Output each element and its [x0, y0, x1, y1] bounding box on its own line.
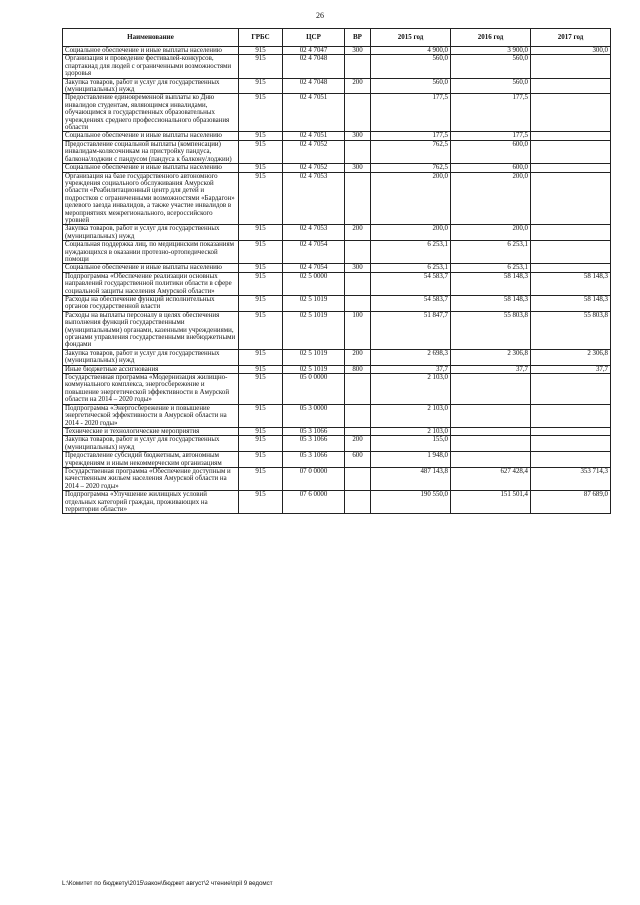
cell-sum-2016: 2 306,8	[451, 349, 531, 365]
table-row	[63, 296, 611, 312]
cell-sum-2017	[531, 404, 611, 427]
table-row	[63, 172, 611, 225]
header-name: Наименование	[63, 29, 239, 47]
cell-grbs: 915	[239, 47, 283, 55]
cell-grbs: 915	[239, 296, 283, 312]
cell-sum-2015: 487 143,8	[371, 467, 451, 490]
cell-vr	[345, 467, 371, 490]
cell-grbs: 915	[239, 94, 283, 132]
cell-sum-2017	[531, 132, 611, 140]
cell-name: Иные бюджетные ассигнования	[63, 365, 239, 373]
cell-grbs: 915	[239, 140, 283, 163]
cell-vr	[345, 55, 371, 78]
cell-sum-2017	[531, 264, 611, 272]
cell-vr: 300	[345, 47, 371, 55]
cell-vr	[345, 241, 371, 264]
cell-vr: 600	[345, 452, 371, 468]
table-row	[63, 436, 611, 452]
cell-vr: 200	[345, 436, 371, 452]
cell-vr	[345, 296, 371, 312]
cell-sum-2016: 600,0	[451, 140, 531, 163]
cell-csr: 02 5 1019	[283, 365, 345, 373]
header-grbs: ГРБС	[239, 29, 283, 47]
cell-csr: 07 6 0000	[283, 491, 345, 514]
cell-name: Технические и технологические мероприятия	[63, 427, 239, 435]
cell-sum-2016: 37,7	[451, 365, 531, 373]
table-row	[63, 491, 611, 514]
cell-vr	[345, 404, 371, 427]
table-row	[63, 132, 611, 140]
cell-sum-2017	[531, 427, 611, 435]
cell-csr: 02 5 1019	[283, 311, 345, 349]
cell-name: Подпрограмма «Улучшение жилищных условий отдельных категорий граждан, проживающих на территории области»	[63, 491, 239, 514]
cell-vr: 200	[345, 225, 371, 241]
cell-sum-2016: 6 253,1	[451, 241, 531, 264]
cell-sum-2017: 58 148,3	[531, 272, 611, 295]
cell-name: Предоставление социальной выплаты (компенсации) инвалидам-колясочникам на пристройку пандуса, балкона/лоджии с пандусом (пандуса к балкону/лоджии)	[63, 140, 239, 163]
header-2016: 2016 год	[451, 29, 531, 47]
cell-sum-2017	[531, 374, 611, 405]
cell-sum-2016	[451, 404, 531, 427]
cell-grbs: 915	[239, 311, 283, 349]
cell-name: Подпрограмма «Обеспечение реализации основных направлений государственной политики области в сфере социальной защиты населения Амурской области»	[63, 272, 239, 295]
cell-csr: 02 4 7051	[283, 132, 345, 140]
cell-sum-2016: 58 148,3	[451, 272, 531, 295]
cell-grbs: 915	[239, 467, 283, 490]
cell-sum-2016	[451, 374, 531, 405]
cell-sum-2017	[531, 436, 611, 452]
cell-csr: 05 3 1066	[283, 452, 345, 468]
cell-sum-2017	[531, 140, 611, 163]
table-row	[63, 94, 611, 132]
cell-vr: 200	[345, 349, 371, 365]
cell-name: Социальное обеспечение и иные выплаты населению	[63, 47, 239, 55]
cell-sum-2015: 51 847,7	[371, 311, 451, 349]
cell-name: Расходы на выплаты персоналу в целях обеспечения выполнения функций государственными (муниципальными) органами, казенными учреждениями, органами управления государственными внебюджетными фондами	[63, 311, 239, 349]
cell-sum-2017	[531, 164, 611, 172]
cell-sum-2015: 2 103,0	[371, 427, 451, 435]
cell-sum-2015: 4 900,0	[371, 47, 451, 55]
cell-grbs: 915	[239, 241, 283, 264]
cell-sum-2015: 560,0	[371, 78, 451, 94]
cell-sum-2017	[531, 94, 611, 132]
cell-sum-2015: 762,5	[371, 164, 451, 172]
cell-name: Организация на базе государственного автономного учреждения социального обслуживания Амурской области «Реабилитационный центр для детей и подростков с ограниченными возможностями «Бардагон» целевого заезда инвалидов, а также участие инвалидов в мероприятиях межрегионального, всероссийского уровней	[63, 172, 239, 225]
cell-sum-2017	[531, 225, 611, 241]
cell-csr: 02 4 7051	[283, 94, 345, 132]
cell-grbs: 915	[239, 365, 283, 373]
page-number: 26	[316, 11, 324, 20]
cell-csr: 02 4 7052	[283, 140, 345, 163]
cell-grbs: 915	[239, 427, 283, 435]
cell-grbs: 915	[239, 164, 283, 172]
cell-sum-2015: 200,0	[371, 172, 451, 225]
cell-sum-2016: 55 803,8	[451, 311, 531, 349]
cell-vr: 300	[345, 264, 371, 272]
cell-sum-2015: 2 103,0	[371, 374, 451, 405]
cell-sum-2016: 200,0	[451, 172, 531, 225]
cell-grbs: 915	[239, 452, 283, 468]
cell-vr: 300	[345, 132, 371, 140]
cell-sum-2016: 58 148,3	[451, 296, 531, 312]
cell-sum-2016: 151 501,4	[451, 491, 531, 514]
cell-name: Закупка товаров, работ и услуг для государственных (муниципальных) нужд	[63, 225, 239, 241]
cell-sum-2017	[531, 55, 611, 78]
cell-sum-2017: 2 306,8	[531, 349, 611, 365]
cell-sum-2015: 2 698,3	[371, 349, 451, 365]
table-row	[63, 241, 611, 264]
cell-sum-2015: 6 253,1	[371, 241, 451, 264]
cell-csr: 02 4 7053	[283, 225, 345, 241]
cell-sum-2017	[531, 241, 611, 264]
cell-csr: 05 3 1066	[283, 436, 345, 452]
cell-csr: 02 4 7047	[283, 47, 345, 55]
table-row	[63, 272, 611, 295]
cell-csr: 02 4 7048	[283, 55, 345, 78]
cell-sum-2016: 560,0	[451, 78, 531, 94]
cell-sum-2017: 55 803,8	[531, 311, 611, 349]
cell-grbs: 915	[239, 374, 283, 405]
table-row	[63, 78, 611, 94]
cell-csr: 02 4 7048	[283, 78, 345, 94]
table-row	[63, 374, 611, 405]
cell-vr: 200	[345, 78, 371, 94]
cell-csr: 02 5 0000	[283, 272, 345, 295]
cell-grbs: 915	[239, 349, 283, 365]
cell-sum-2015: 54 583,7	[371, 296, 451, 312]
cell-sum-2015: 37,7	[371, 365, 451, 373]
cell-sum-2016	[451, 427, 531, 435]
cell-sum-2017: 353 714,3	[531, 467, 611, 490]
cell-sum-2015: 177,5	[371, 132, 451, 140]
cell-grbs: 915	[239, 132, 283, 140]
table-row	[63, 365, 611, 373]
cell-sum-2015: 54 583,7	[371, 272, 451, 295]
cell-name: Социальное обеспечение и иные выплаты населению	[63, 164, 239, 172]
cell-name: Предоставление субсидий бюджетным, автономным учреждениям и иным некоммерческим организациям	[63, 452, 239, 468]
cell-grbs: 915	[239, 491, 283, 514]
cell-csr: 02 5 1019	[283, 349, 345, 365]
cell-sum-2016: 627 428,4	[451, 467, 531, 490]
cell-csr: 02 4 7054	[283, 241, 345, 264]
table-row	[63, 349, 611, 365]
cell-csr: 07 0 0000	[283, 467, 345, 490]
cell-sum-2015: 6 253,1	[371, 264, 451, 272]
cell-sum-2016: 177,5	[451, 132, 531, 140]
cell-vr	[345, 491, 371, 514]
cell-grbs: 915	[239, 78, 283, 94]
cell-csr: 05 3 1066	[283, 427, 345, 435]
cell-csr: 02 5 1019	[283, 296, 345, 312]
cell-grbs: 915	[239, 436, 283, 452]
cell-vr	[345, 172, 371, 225]
cell-sum-2015: 2 103,0	[371, 404, 451, 427]
cell-sum-2015: 190 550,0	[371, 491, 451, 514]
cell-csr: 02 4 7054	[283, 264, 345, 272]
cell-grbs: 915	[239, 172, 283, 225]
cell-vr: 300	[345, 164, 371, 172]
cell-sum-2017	[531, 452, 611, 468]
file-path-footer: L:\Комитет по бюджету\2015\закон\бюджет август\2 чтение\прil 9 ведомст	[62, 880, 273, 887]
cell-grbs: 915	[239, 55, 283, 78]
cell-grbs: 915	[239, 264, 283, 272]
cell-sum-2017	[531, 78, 611, 94]
cell-sum-2016	[451, 436, 531, 452]
table-row	[63, 140, 611, 163]
cell-csr: 02 4 7053	[283, 172, 345, 225]
cell-name: Социальная поддержка лиц, по медицинским показаниям нуждающихся в оказании протезно-ортопедической помощи	[63, 241, 239, 264]
cell-sum-2015: 177,5	[371, 94, 451, 132]
cell-name: Государственная программа «Обеспечение доступным и качественным жильем населения Амурской области на 2014 – 2020 годы»	[63, 467, 239, 490]
table-row	[63, 467, 611, 490]
cell-grbs: 915	[239, 225, 283, 241]
cell-sum-2017: 37,7	[531, 365, 611, 373]
budget-table	[62, 28, 611, 514]
cell-csr: 02 4 7052	[283, 164, 345, 172]
cell-sum-2017: 87 689,0	[531, 491, 611, 514]
cell-sum-2017	[531, 172, 611, 225]
cell-sum-2016: 6 253,1	[451, 264, 531, 272]
header-vr: ВР	[345, 29, 371, 47]
table-row	[63, 427, 611, 435]
cell-name: Социальное обеспечение и иные выплаты населению	[63, 132, 239, 140]
cell-sum-2016: 177,5	[451, 94, 531, 132]
cell-name: Социальное обеспечение и иные выплаты населению	[63, 264, 239, 272]
cell-name: Закупка товаров, работ и услуг для государственных (муниципальных) нужд	[63, 349, 239, 365]
header-2017: 2017 год	[531, 29, 611, 47]
table-row	[63, 55, 611, 78]
cell-name: Расходы на обеспечение функций исполнительных органов государственной власти	[63, 296, 239, 312]
cell-sum-2015: 762,5	[371, 140, 451, 163]
cell-sum-2015: 200,0	[371, 225, 451, 241]
cell-name: Государственная программа «Модернизация жилищно-коммунального комплекса, энергосбережение и повышение энергетической эффективности в Амурской области на 2014 – 2020 годы»	[63, 374, 239, 405]
cell-sum-2015: 1 948,0	[371, 452, 451, 468]
cell-sum-2015: 155,0	[371, 436, 451, 452]
cell-vr	[345, 374, 371, 405]
table-header-row	[63, 29, 611, 47]
cell-name: Подпрограмма «Энергосбережение и повышение энергетической эффективности в Амурской области на 2014 - 2020 годы»	[63, 404, 239, 427]
cell-sum-2016: 600,0	[451, 164, 531, 172]
cell-vr	[345, 427, 371, 435]
cell-grbs: 915	[239, 404, 283, 427]
cell-csr: 05 0 0000	[283, 374, 345, 405]
cell-vr	[345, 272, 371, 295]
table-row	[63, 311, 611, 349]
cell-name: Предоставление единовременной выплаты ко Дню инвалидов студентам, являющимся инвалидами, обучающимся в государственных образовательных учреждениях среднего профессионального образования области	[63, 94, 239, 132]
cell-vr	[345, 140, 371, 163]
cell-sum-2016: 200,0	[451, 225, 531, 241]
cell-csr: 05 3 0000	[283, 404, 345, 427]
table-row	[63, 264, 611, 272]
cell-vr	[345, 94, 371, 132]
table-row	[63, 452, 611, 468]
cell-sum-2017: 300,0	[531, 47, 611, 55]
cell-sum-2015: 560,0	[371, 55, 451, 78]
cell-name: Закупка товаров, работ и услуг для государственных (муниципальных) нужд	[63, 78, 239, 94]
cell-sum-2016: 560,0	[451, 55, 531, 78]
cell-sum-2016	[451, 452, 531, 468]
cell-sum-2017: 58 148,3	[531, 296, 611, 312]
table-row	[63, 404, 611, 427]
header-csr: ЦСР	[283, 29, 345, 47]
table-row	[63, 225, 611, 241]
cell-sum-2016: 3 900,0	[451, 47, 531, 55]
header-2015: 2015 год	[371, 29, 451, 47]
cell-name: Закупка товаров, работ и услуг для государственных (муниципальных) нужд	[63, 436, 239, 452]
cell-vr: 100	[345, 311, 371, 349]
cell-grbs: 915	[239, 272, 283, 295]
cell-name: Организация и проведение фестивалей-конкурсов, спартакиад для людей с ограниченными возможностями здоровья	[63, 55, 239, 78]
cell-vr: 800	[345, 365, 371, 373]
table-row	[63, 47, 611, 55]
table-row	[63, 164, 611, 172]
